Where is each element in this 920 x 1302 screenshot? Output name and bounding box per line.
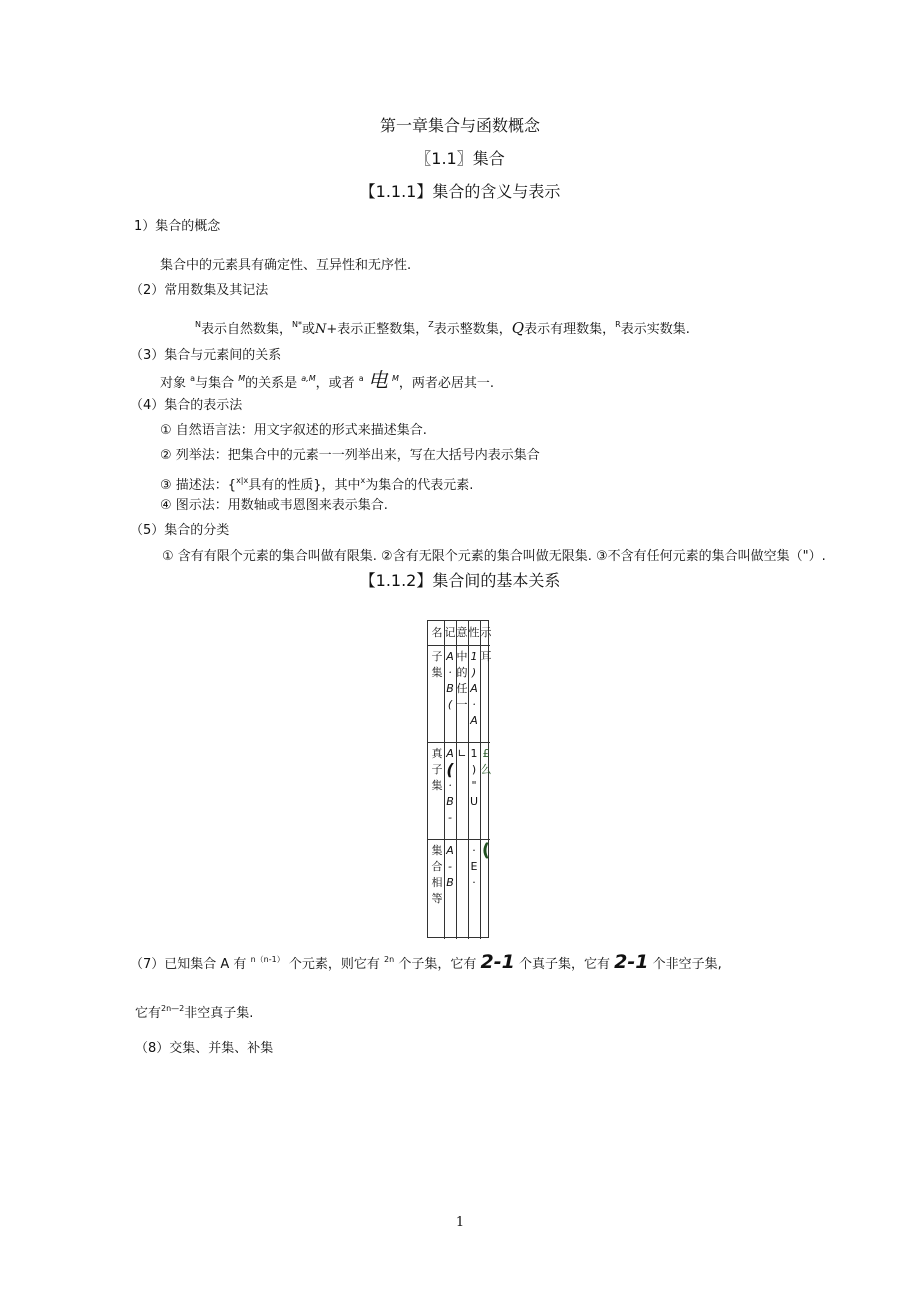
text-and-set: 与集合 (195, 376, 235, 391)
text-subsets: 个子集，它有 (398, 957, 477, 972)
table-header-cell: 记 (444, 626, 456, 639)
symbol-x: x (236, 476, 241, 485)
table-cell: A ( · B - (446, 747, 454, 824)
text-integer: 表示整数集， (433, 322, 512, 337)
text-positive: 表示正整数集， (337, 322, 429, 337)
page-number: 1 (455, 1215, 465, 1230)
nonempty-proper-line (135, 1000, 253, 1023)
table-cell: 耳 (480, 650, 492, 663)
table-header-cell: 性 (468, 626, 480, 639)
text-property: 具有的性质}，其中 (248, 478, 361, 493)
table-header-cell: 示 (480, 626, 492, 639)
expr-2n: 2n (384, 955, 395, 964)
heading-element-relation: （3）集合与元素间的关系 (130, 348, 282, 363)
symbol-m-2: M (391, 374, 399, 383)
text-natural: 表示自然数集， (200, 322, 292, 337)
symbol-x-3: x (360, 476, 366, 485)
heading-operations: （8）交集、并集、补集 (135, 1041, 274, 1056)
element-relation-line (160, 370, 494, 393)
table-header-cell: 意 (456, 626, 468, 639)
heading-classification: （5）集合的分类 (130, 523, 230, 538)
symbol-bar: | (240, 476, 244, 485)
expr-2n-minus-2: 2n—2 (161, 1004, 185, 1013)
symbol-r: R (615, 320, 621, 329)
heading-number-sets: （2）常用数集及其记法 (130, 283, 269, 298)
table-cell: £ 么 (480, 747, 492, 776)
text-representative: 为集合的代表元素. (365, 478, 474, 493)
table-cell: · E · (470, 844, 478, 889)
text-relation: 的关系是 (245, 376, 298, 391)
symbol-a-2: a (358, 374, 364, 383)
symbol-q: Q (511, 319, 525, 337)
relations-table (427, 620, 492, 938)
expr-nonempty-count: 2-1 (614, 951, 649, 973)
subsection-title-2: 【1.1.2】集合间的基本关系 (359, 571, 561, 590)
text-real: 表示实数集. (620, 322, 690, 337)
symbol-nplus: N+ (315, 322, 338, 337)
concept-text: 集合中的元素具有确定性、互异性和无序性. (160, 258, 412, 273)
text-proper-subsets: 个真子集，它有 (518, 957, 610, 972)
text-one-of-two: ，两者必居其一. (398, 376, 495, 391)
table-cell: 子 集 (431, 650, 443, 679)
symbol-n: N (195, 320, 201, 329)
table-cell: A - B (446, 844, 454, 889)
chapter-title: 第一章集合与函数概念 (379, 116, 540, 135)
table-cell: 1 ) A · A (470, 650, 478, 727)
table-cell: ( (481, 840, 491, 861)
text-nonempty-subsets: 个非空子集, (652, 957, 722, 972)
table-cell: A · B ( (446, 650, 454, 711)
expr-proper-count: 2-1 (480, 951, 515, 973)
symbol-a-in-m: a,M (301, 374, 316, 383)
table-cell: 1 ) " U (469, 747, 479, 808)
table-cell: ∟ (457, 747, 467, 760)
heading-concept: 1）集合的概念 (134, 219, 221, 234)
number-sets-line (195, 316, 690, 339)
symbol-not-in: 电 (367, 368, 388, 392)
symbol-nstar: N* (292, 320, 302, 329)
text-or: 或 (301, 322, 315, 337)
symbol-x-2: x (243, 476, 249, 485)
subset-count-line (130, 948, 722, 977)
representation-item-2: ② 列举法：把集合中的元素一一列举出来，写在大括号内表示集合 (160, 448, 540, 463)
heading-representation: （4）集合的表示法 (130, 398, 243, 413)
table-cell: 集 合 相 等 (431, 844, 443, 905)
representation-item-1: ① 自然语言法：用文字叙述的形式来描述集合. (160, 423, 427, 438)
text-description: ③ 描述法：{ (160, 478, 237, 493)
symbol-a: a (190, 374, 196, 383)
text-has-subsets: 个元素，则它有 (288, 957, 380, 972)
text-object: 对象 (160, 376, 187, 391)
expr-n-elements: n（n-1） (250, 955, 285, 964)
classification-text: ① 含有有限个元素的集合叫做有限集. ②含有无限个元素的集合叫做无限集. ③不含有任何元素的集合叫做空集（"）. (162, 549, 826, 564)
symbol-m: M (238, 374, 246, 383)
table-cell: 真 子 集 (431, 747, 443, 792)
representation-item-4: ④ 图示法：用数轴或韦恩图来表示集合. (160, 498, 388, 513)
text-it-has: 它有 (135, 1006, 162, 1021)
text-given-set: （7）已知集合 A 有 (130, 957, 247, 972)
section-title: 〖1.1〗集合 (415, 149, 505, 168)
table-cell: 中 的 任 一 (456, 650, 468, 711)
representation-item-3 (160, 472, 473, 495)
table-header-cell: 名 (431, 626, 443, 639)
symbol-z: Z (428, 320, 434, 329)
text-rational: 表示有理数集， (524, 322, 616, 337)
text-nonempty-proper: 非空真子集. (184, 1006, 254, 1021)
subsection-title-1: 【1.1.1】集合的含义与表示 (359, 182, 561, 201)
text-or-else: ，或者 (315, 376, 355, 391)
